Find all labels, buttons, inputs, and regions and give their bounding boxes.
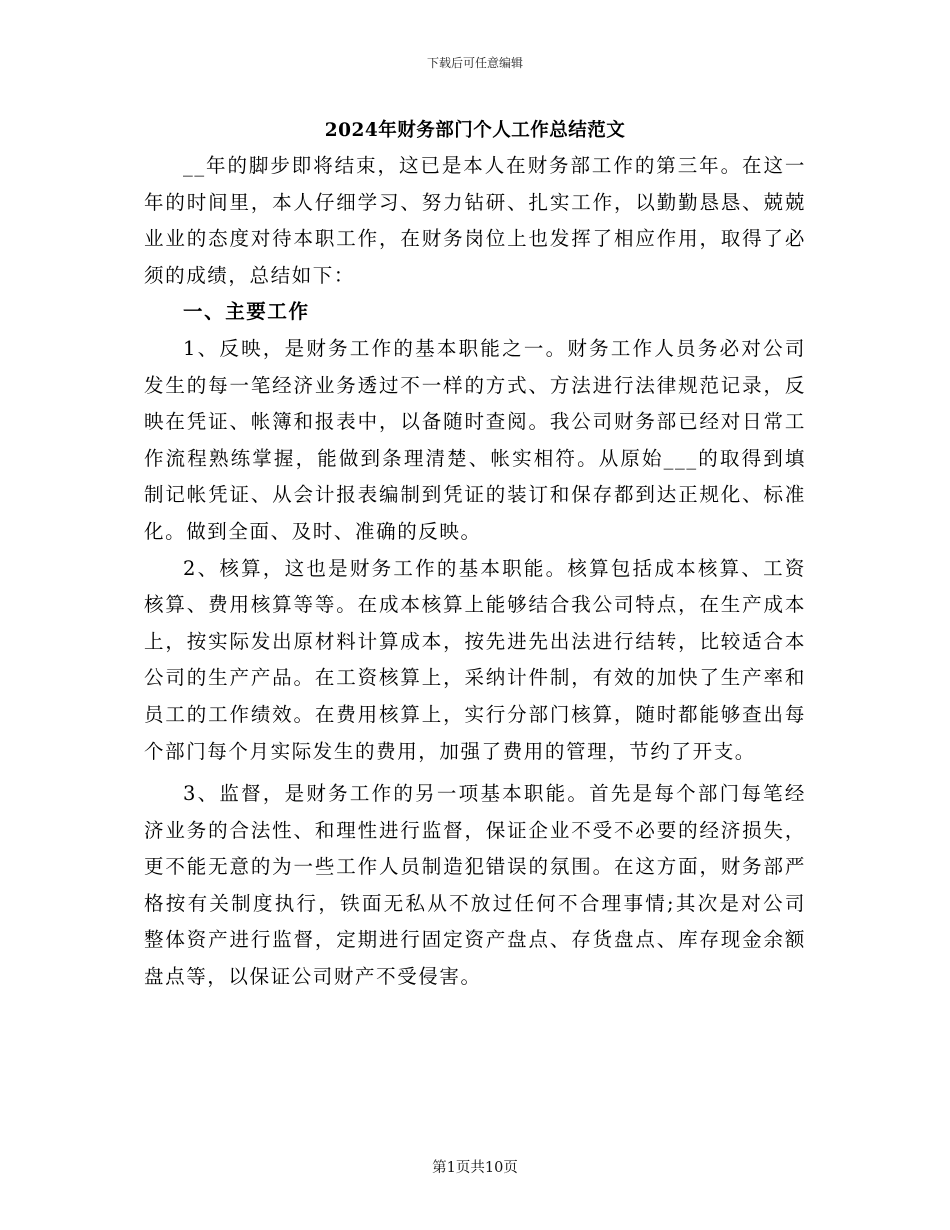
page-number: 第1页共10页 — [432, 1160, 518, 1176]
paragraph-supervision: 3、监督，是财务工作的另一项基本职能。首先是每个部门每笔经济业务的合法性、和理性进行监督，保证企业不受不必要的经济损失，更不能无意的为一些工作人员制造犯错误的氛围。在这方面，财务部严格按有关制度执行，铁面无私从不放过任何不合理事情;其次是对公司整体资产进行监督，定期进行固定资产盘点、存货盘点、库存现金余额盘点等，以保证公司财产不受侵害。 — [144, 782, 806, 989]
document-title: 2024年财务部门个人工作总结范文 — [324, 120, 626, 141]
intro-paragraph: __年的脚步即将结束，这已是本人在财务部工作的第三年。在这一年的时间里，本人仔细学习、努力钻研、扎实工作，以勤勤恳恳、兢兢业业的态度对待本职工作，在财务岗位上也发挥了相应作用，取得了必须的成绩，总结如下： — [144, 154, 806, 287]
section-heading: 一、主要工作 — [183, 300, 310, 324]
paragraph-reflection: 1、反映，是财务工作的基本职能之一。财务工作人员务必对公司发生的每一笔经济业务透过不一样的方式、方法进行法律规范记录，反映在凭证、帐簿和报表中，以备随时查阅。我公司财务部已经对日常工作流程熟练掌握，能做到条理清楚、帐实相符。从原始___的取得到填制记帐凭证、从会计报表编制到凭证的装订和保存都到达正规化、标准化。做到全面、及时、准确的反映。 — [144, 336, 806, 543]
document-body — [144, 148, 806, 996]
header-note: 下载后可任意编辑 — [426, 56, 523, 70]
paragraph-accounting: 2、核算，这也是财务工作的基本职能。核算包括成本核算、工资核算、费用核算等等。在成本核算上能够结合我公司特点，在生产成本上，按实际发出原材料计算成本，按先进先出法进行结转，比较适合本公司的生产产品。在工资核算上，采纳计件制，有效的加快了生产率和员工的工作绩效。在费用核算上，实行分部门核算，随时都能够查出每个部门每个月实际发生的费用，加强了费用的管理，节约了开支。 — [144, 556, 806, 763]
